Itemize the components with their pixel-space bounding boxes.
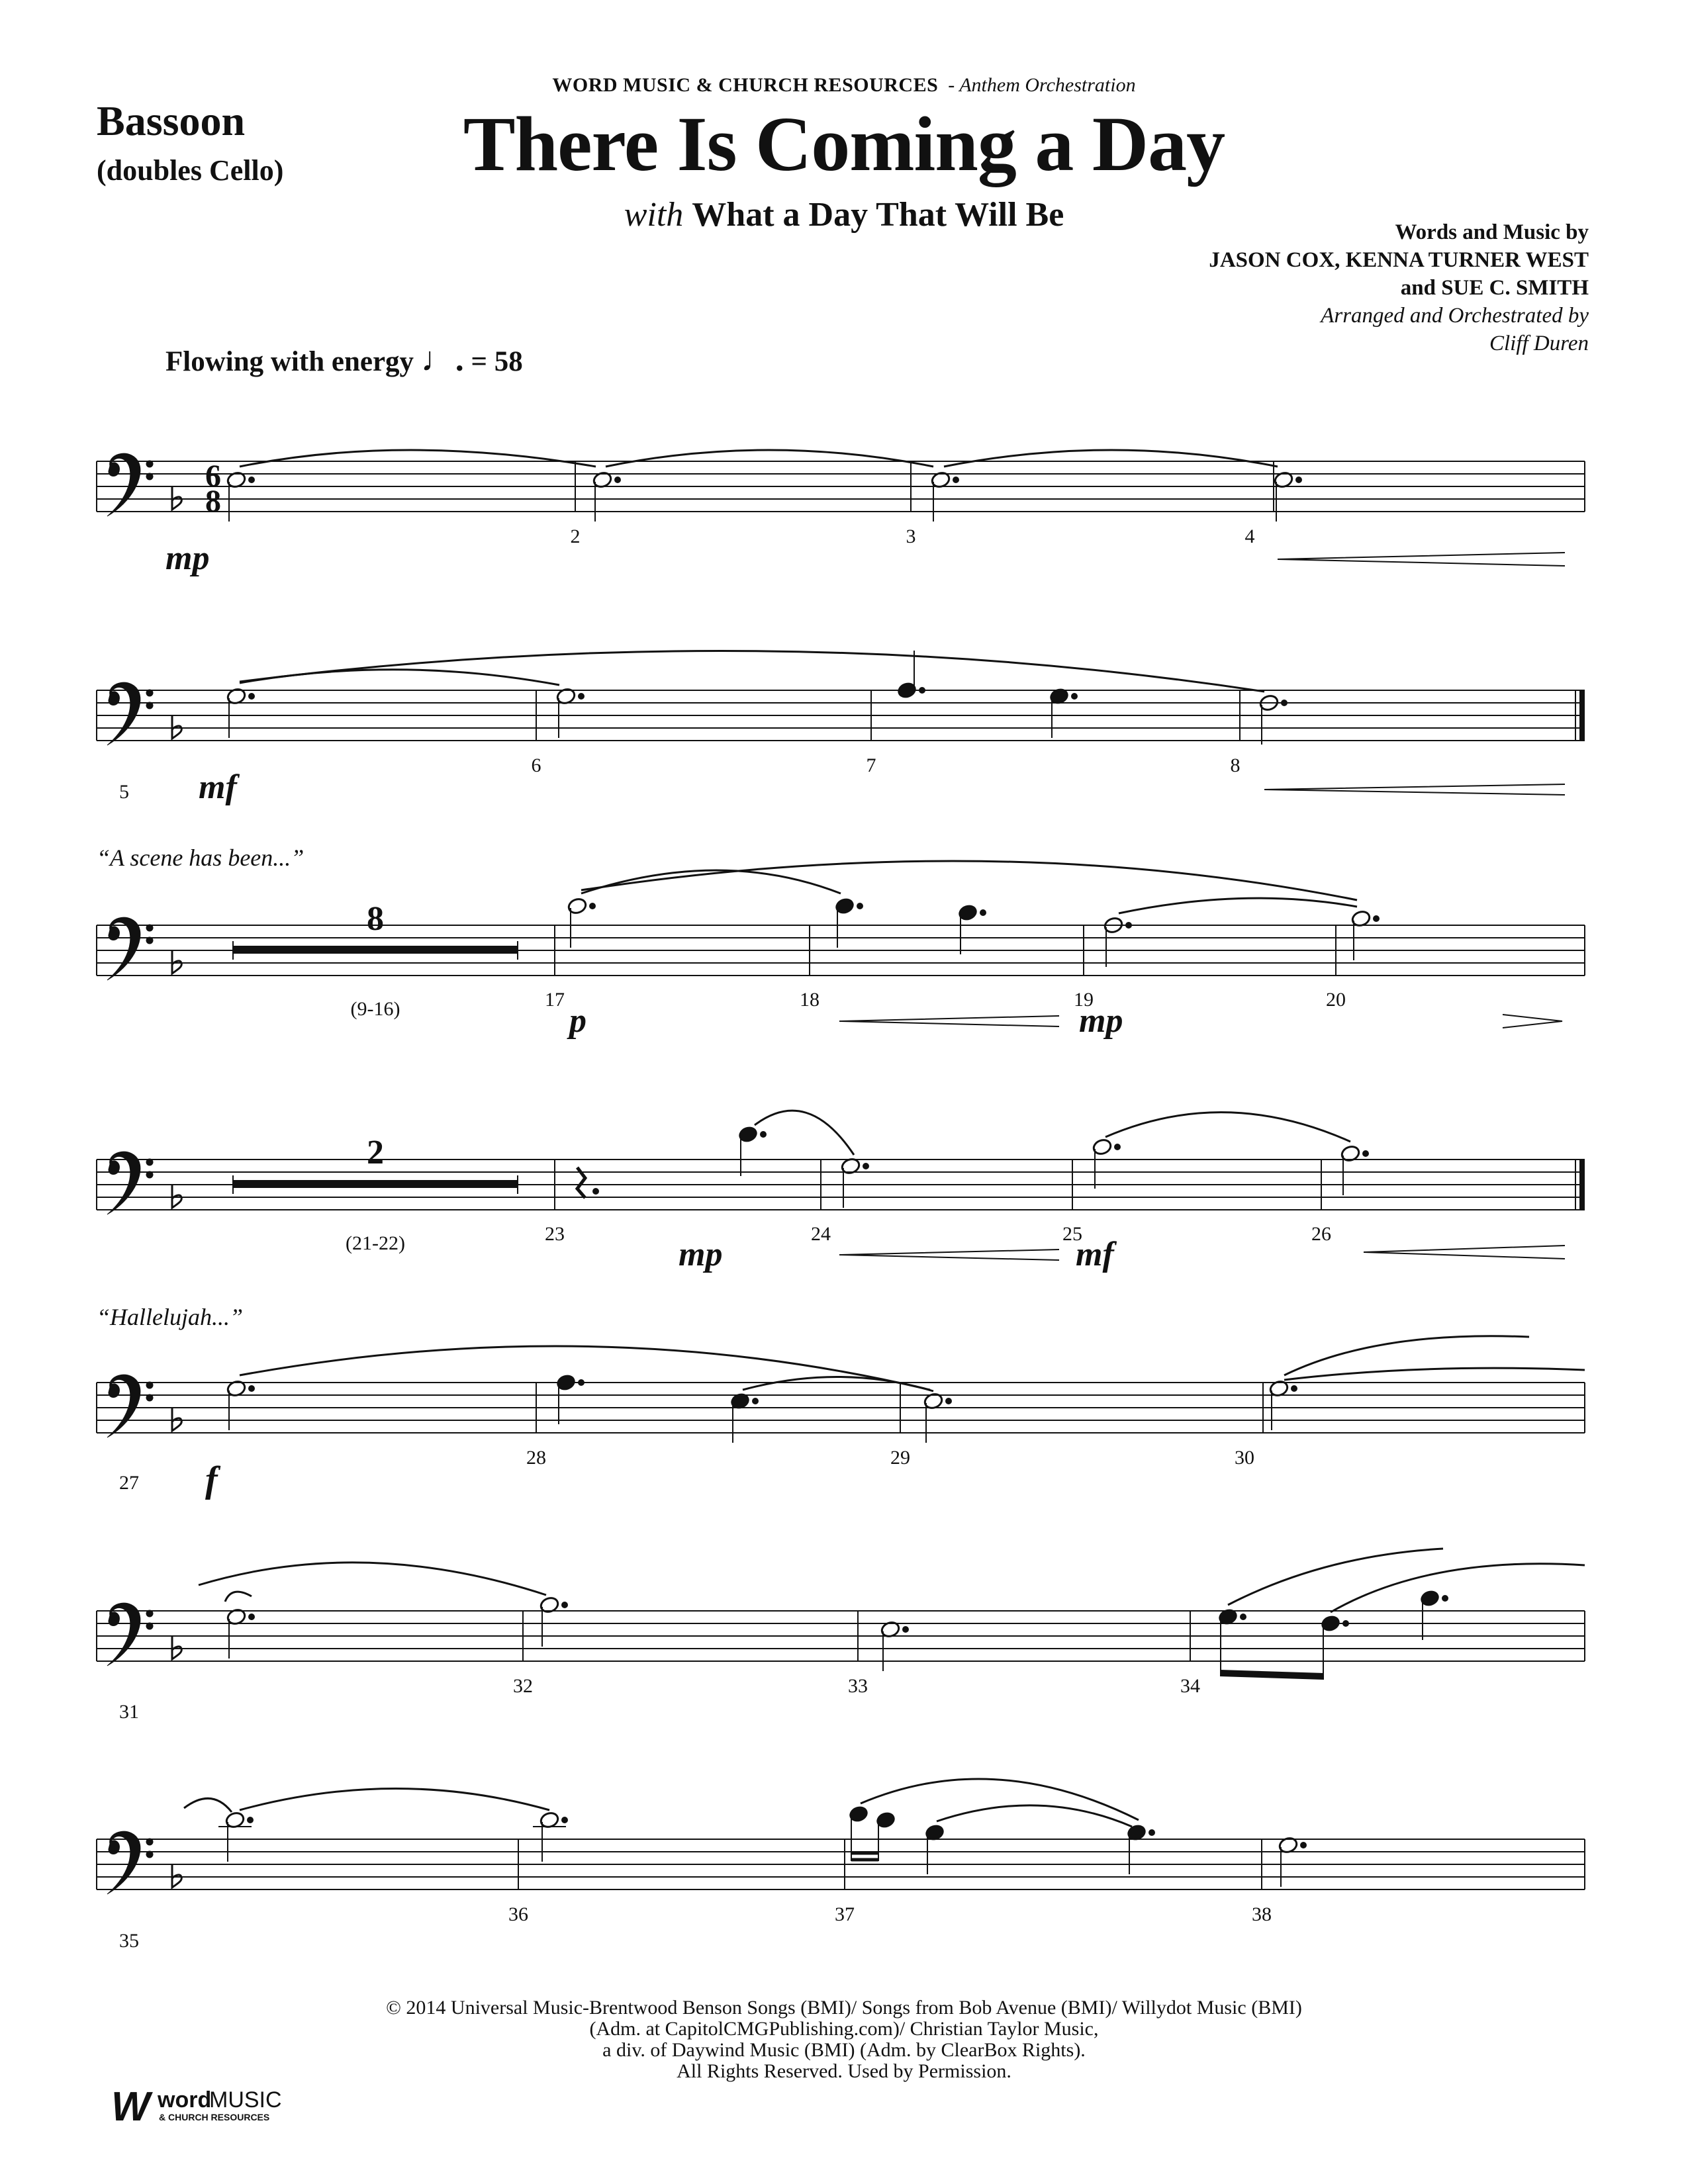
logo-sub: & CHURCH RESOURCES — [159, 2112, 270, 2122]
measure-number: 25 — [1062, 1223, 1082, 1245]
tempo-text: Flowing with energy — [165, 346, 414, 377]
measure-number: 30 — [1235, 1447, 1254, 1469]
staff-system-3 — [97, 861, 1585, 1040]
measure-number: 26 — [1311, 1223, 1331, 1245]
measure-number: 20 — [1326, 989, 1346, 1011]
multi-measure-rest — [233, 1175, 518, 1194]
bass-clef-icon — [107, 1152, 153, 1214]
dynamic-p: p — [569, 1002, 586, 1040]
dynamic-mf: mf — [1076, 1236, 1114, 1273]
measure-number: 19 — [1074, 989, 1094, 1011]
measure-number: 2 — [570, 525, 581, 547]
time-sig-top: 6 — [205, 459, 221, 494]
system-start-number: 5 — [119, 781, 129, 803]
bass-clef-icon — [107, 453, 153, 516]
copyright-notice — [0, 1997, 1688, 2082]
flat-icon — [172, 486, 181, 510]
bass-clef-icon — [107, 1603, 153, 1666]
copyright-line: a div. of Daywind Music (BMI) (Adm. by ClearBox Rights). — [602, 2039, 1086, 2061]
cue-text: “Hallelujah...” — [97, 1304, 244, 1330]
rest-range: (21-22) — [346, 1232, 405, 1254]
bass-clef-icon — [107, 917, 153, 980]
dotted-quarter-note-icon: ♩. — [420, 341, 464, 379]
credits-arranged: Arranged and Orchestrated by — [1321, 304, 1589, 328]
instrument-note: (doubles Cello) — [97, 154, 284, 187]
staff-system-1 — [97, 450, 1585, 577]
measure-number: 34 — [1180, 1675, 1200, 1697]
rest-count: 2 — [367, 1134, 384, 1171]
publisher-name: WORD MUSIC & CHURCH RESOURCES — [552, 74, 939, 96]
flat-icon — [172, 950, 181, 974]
measure-number: 29 — [890, 1447, 910, 1469]
logo-word: word — [158, 2087, 212, 2113]
dynamic-mp: mp — [1079, 1002, 1123, 1040]
flat-icon — [172, 715, 181, 739]
measure-number: 33 — [848, 1675, 868, 1697]
credits-words-music: Words and Music by — [1395, 220, 1589, 244]
dynamic-mf: mf — [199, 768, 237, 806]
system-start-number: 35 — [119, 1930, 139, 1952]
publisher-note: - Anthem Orchestration — [948, 74, 1136, 96]
copyright-line: (Adm. at CapitolCMGPublishing.com)/ Christian Taylor Music, — [589, 2018, 1099, 2040]
staff-system-2 — [97, 651, 1585, 806]
measure-number: 24 — [811, 1223, 831, 1245]
measure-number: 3 — [906, 525, 916, 547]
song-title: There Is Coming a Day — [463, 101, 1225, 187]
measure-number: 28 — [526, 1447, 546, 1469]
measure-number: 17 — [545, 989, 565, 1011]
measure-number: 6 — [531, 754, 541, 776]
logo-music: MUSIC — [209, 2087, 282, 2113]
staff-system-7 — [97, 1779, 1585, 1952]
instrument-name: Bassoon — [97, 97, 246, 144]
time-sig-bottom: 8 — [205, 484, 221, 519]
measure-number: 7 — [866, 754, 876, 776]
flat-icon — [172, 1864, 181, 1888]
subtitle-song: What a Day That Will Be — [692, 196, 1064, 234]
bass-clef-icon — [107, 1831, 153, 1894]
staff-system-5 — [97, 1336, 1585, 1500]
rest-count: 8 — [367, 900, 384, 938]
measure-number: 38 — [1252, 1903, 1272, 1925]
copyright-line: © 2014 Universal Music-Brentwood Benson Songs (BMI)/ Songs from Bob Avenue (BMI)/ Willydot Music (BMI) — [386, 1997, 1302, 2019]
measure-number: 36 — [508, 1903, 528, 1925]
copyright-line: All Rights Reserved. Used by Permission. — [677, 2060, 1011, 2082]
flat-icon — [172, 1407, 181, 1431]
rest-range: (9-16) — [350, 998, 400, 1020]
tempo-value: = 58 — [471, 346, 523, 377]
bass-clef-icon — [107, 1375, 153, 1437]
cue-text: “A scene has been...” — [97, 844, 305, 871]
system-start-number: 31 — [119, 1701, 139, 1723]
flat-icon — [172, 1635, 181, 1659]
flat-icon — [172, 1184, 181, 1208]
measure-number: 37 — [835, 1903, 855, 1925]
dynamic-f: f — [205, 1459, 218, 1500]
word-music-logo — [111, 2083, 310, 2130]
credits-writers: JASON COX, KENNA TURNER WEST — [1209, 248, 1589, 272]
measure-number: 32 — [513, 1675, 533, 1697]
staff-system-4 — [97, 1111, 1585, 1273]
system-start-number: 27 — [119, 1472, 139, 1494]
measure-number: 8 — [1230, 754, 1241, 776]
subtitle-with: with — [624, 196, 684, 234]
measure-number: 23 — [545, 1223, 565, 1245]
staff-system-6 — [97, 1549, 1585, 1723]
measure-number: 4 — [1244, 525, 1255, 547]
credits-arranger: Cliff Duren — [1489, 332, 1589, 355]
measure-number: 18 — [800, 989, 820, 1011]
multi-measure-rest — [233, 941, 518, 960]
dynamic-mp: mp — [679, 1236, 723, 1273]
bass-clef-icon — [107, 682, 153, 745]
dynamic-mp: mp — [165, 539, 210, 577]
logo-mark: W — [111, 2084, 150, 2130]
credits-writers-2: and SUE C. SMITH — [1400, 276, 1589, 300]
